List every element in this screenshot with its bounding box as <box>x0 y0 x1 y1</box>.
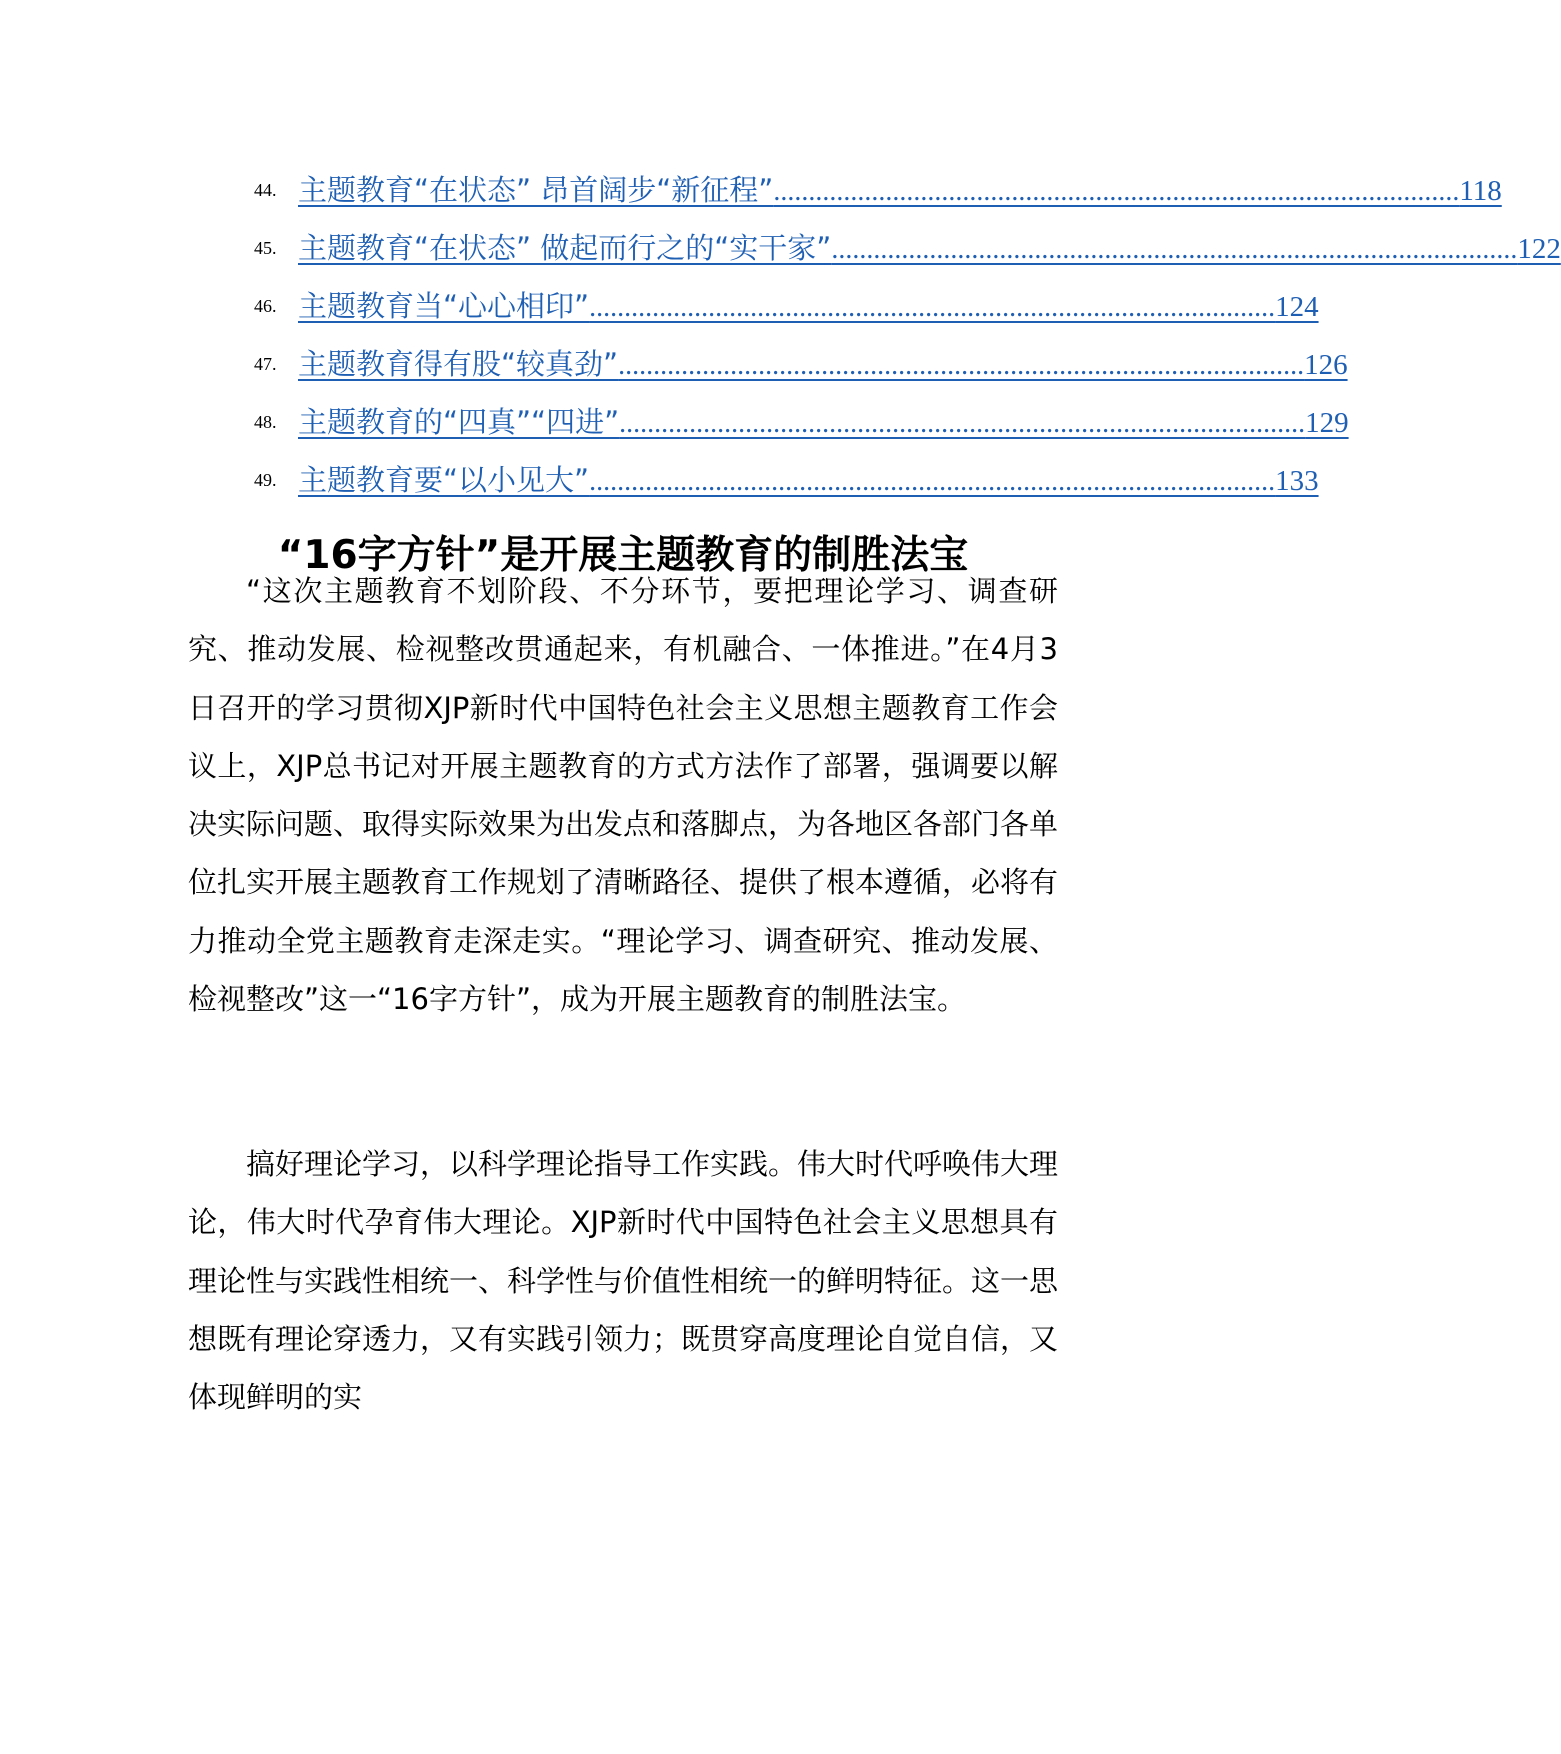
article-paragraph: 搞好理论学习，以科学理论指导工作实践。伟大时代呼唤伟大理论，伟大时代孕育伟大理论。XJP新时代中国特色社会主义思想具有理论性与实践性相统一、科学性与价值性相统一的鲜明特征。这一思想既有理论穿透力，又有实践引领力；既贯穿高度理论自觉自信，又体现鲜明的实 <box>188 1147 1059 1415</box>
toc-entry-page: 133 <box>1275 465 1319 497</box>
toc-entry-link[interactable] <box>298 284 1319 325</box>
toc-entry-link[interactable] <box>298 226 1561 267</box>
toc-entry-link[interactable] <box>298 342 1348 383</box>
toc-leader-dots: .................................................................................................. <box>618 350 1305 381</box>
toc-entry[interactable] <box>188 342 1348 402</box>
toc-leader-dots: .................................................................................................. <box>589 292 1276 323</box>
article-paragraph: “这次主题教育不划阶段、不分环节，要把理论学习、调查研究、推动发展、检视整改贯通起来，有机融合、一体推进。”在4月3日召开的学习贯彻XJP新时代中国特色社会主义思想主题教育工作会议上，XJP总书记对开展主题教育的方式方法作了部署，强调要以解决实际问题、取得实际效果为出发点和落脚点，为各地区各部门各单位扎实开展主题教育工作规划了清晰路径、提供了根本遵循，必将有力推动全党主题教育走深走实。“理论学习、调查研究、推动发展、检视整改”这一“16字方针”，成为开展主题教育的制胜法宝。 <box>188 574 1059 1017</box>
toc-entry-page: 129 <box>1305 407 1349 439</box>
toc-entry-page: 122 <box>1517 233 1561 265</box>
toc-entry-title: 主题教育要“以小见大” <box>298 463 590 497</box>
toc-entry-page: 126 <box>1304 349 1348 381</box>
document-page <box>188 0 1561 1754</box>
toc-entry-number: 44. <box>254 180 277 200</box>
toc-entry-number: 48. <box>254 412 277 432</box>
toc-leader-dots: .................................................................................................. <box>831 234 1518 265</box>
toc-leader-dots: .................................................................................................. <box>589 466 1276 497</box>
toc-entry[interactable] <box>188 226 1561 286</box>
toc-entry[interactable] <box>188 168 1502 228</box>
toc-entry[interactable] <box>188 458 1319 518</box>
toc-entry-link[interactable] <box>298 168 1502 209</box>
toc-entry[interactable] <box>188 400 1349 460</box>
toc-entry-number: 46. <box>254 296 277 316</box>
toc-entry-number: 49. <box>254 470 277 490</box>
toc-entry-title: 主题教育当“心心相印” <box>298 289 590 323</box>
toc-entry-title: 主题教育的“四真”“四进” <box>298 405 620 439</box>
toc-entry-link[interactable] <box>298 400 1349 441</box>
article-title: “16字方针”是开展主题教育的制胜法宝 <box>277 533 969 579</box>
toc-leader-dots: .................................................................................................. <box>619 408 1306 439</box>
toc-entry-title: 主题教育“在状态” 昂首阔步“新征程” <box>298 173 774 207</box>
toc-leader-dots: .................................................................................................. <box>773 176 1460 207</box>
toc-entry-number: 45. <box>254 238 277 258</box>
toc-entry[interactable] <box>188 284 1319 344</box>
toc-entry-link[interactable] <box>298 458 1319 499</box>
toc-entry-number: 47. <box>254 354 277 374</box>
toc-entry-page: 118 <box>1459 175 1502 207</box>
toc-entry-page: 124 <box>1275 291 1319 323</box>
toc-entry-title: 主题教育得有股“较真劲” <box>298 347 619 381</box>
toc-entry-title: 主题教育“在状态” 做起而行之的“实干家” <box>298 231 832 265</box>
